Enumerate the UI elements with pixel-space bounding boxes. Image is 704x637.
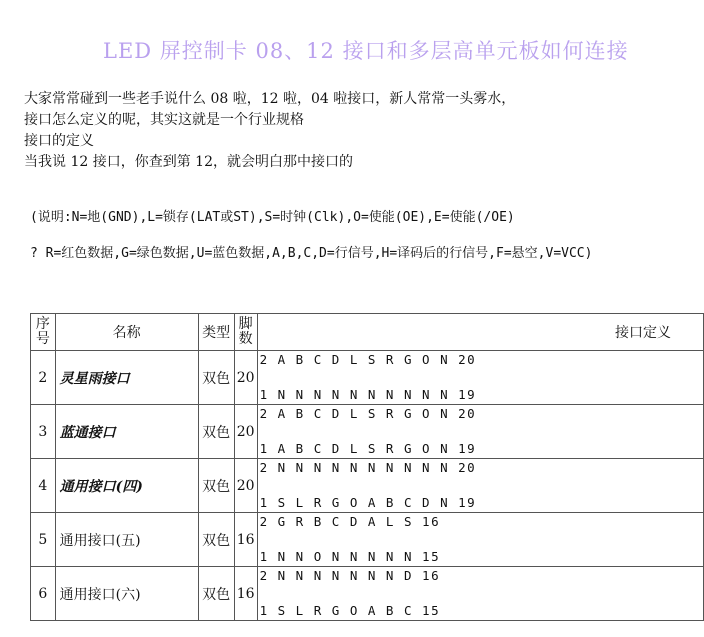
row-num: 4 [31,459,56,513]
header-num [31,314,56,351]
row-num: 5 [31,513,56,567]
row-name: 通用接口(四) [55,459,198,513]
row-type: 双色 [198,351,234,405]
row-pins: 20 [234,459,257,513]
intro-line: 接口怎么定义的呢，其实这就是一个行业规格 [24,112,304,128]
row-type: 双色 [198,567,234,621]
def-top-line: 2 A B C D L S R G O N 20 [259,406,477,421]
intro-text [24,89,515,173]
def-top-line: 2 G R B C D A L S 16 [259,514,441,529]
def-bottom-line: 1 S L R G O A B C 15 [259,603,441,618]
row-name: 灵星雨接口 [55,351,198,405]
interface-table [30,313,704,621]
header-pins [234,314,257,351]
table-header-row [31,314,704,351]
row-pins: 20 [234,351,257,405]
def-bottom-line: 1 N N N N N N N N N N 19 [259,387,477,402]
def-bottom-line: 1 S L R G O A B C D N 19 [259,495,477,510]
row-name: 通用接口(五) [55,513,198,567]
row-type: 双色 [198,459,234,513]
row-name: 通用接口(六) [55,567,198,621]
row-type: 双色 [198,405,234,459]
table-row [31,459,704,513]
table-row [31,405,704,459]
intro-line: 接口的定义 [24,133,94,149]
def-bottom-line: 1 A B C D L S R G O N 19 [259,441,477,456]
header-num-label: 序 号 [35,316,50,347]
def-top-line: 2 N N N N N N N D 16 [259,568,441,583]
table-row [31,351,704,405]
def-top-line: 2 N N N N N N N N N N 20 [259,460,477,475]
row-def [257,351,703,405]
row-def [257,405,703,459]
row-num: 2 [31,351,56,405]
table-row [31,567,704,621]
legend-line: (说明:N=地(GND),L=锁存(LAT或ST),S=时钟(Clk),O=使能(OE),E=使能(/OE) [30,210,515,225]
row-name: 蓝通接口 [55,405,198,459]
page-title: LED 屏控制卡 08、12 接口和多层高单元板如何连接 [103,39,629,63]
row-pins: 16 [234,513,257,567]
row-def [257,459,703,513]
intro-line: 大家常常碰到一些老手说什么 08 啦，12 啦，04 啦接口，新人常常一头雾水， [24,91,516,107]
header-name: 名称 [55,314,198,351]
row-type: 双色 [198,513,234,567]
row-pins: 20 [234,405,257,459]
header-type: 类型 [198,314,234,351]
def-top-line: 2 A B C D L S R G O N 20 [259,352,477,367]
row-pins: 16 [234,567,257,621]
table-row [31,513,704,567]
row-num: 6 [31,567,56,621]
header-pins-label: 脚 数 [238,316,253,347]
header-def: 接口定义 [257,314,703,351]
legend-line: ? R=红色数据,G=绿色数据,U=蓝色数据,A,B,C,D=行信号,H=译码后的行信号,F=悬空,V=VCC) [30,246,593,261]
row-def [257,513,703,567]
row-def [257,567,703,621]
row-num: 3 [31,405,56,459]
intro-line: 当我说 12 接口，你查到第 12，就会明白那中接口的 [24,154,353,170]
def-bottom-line: 1 N N O N N N N N 15 [259,549,441,564]
